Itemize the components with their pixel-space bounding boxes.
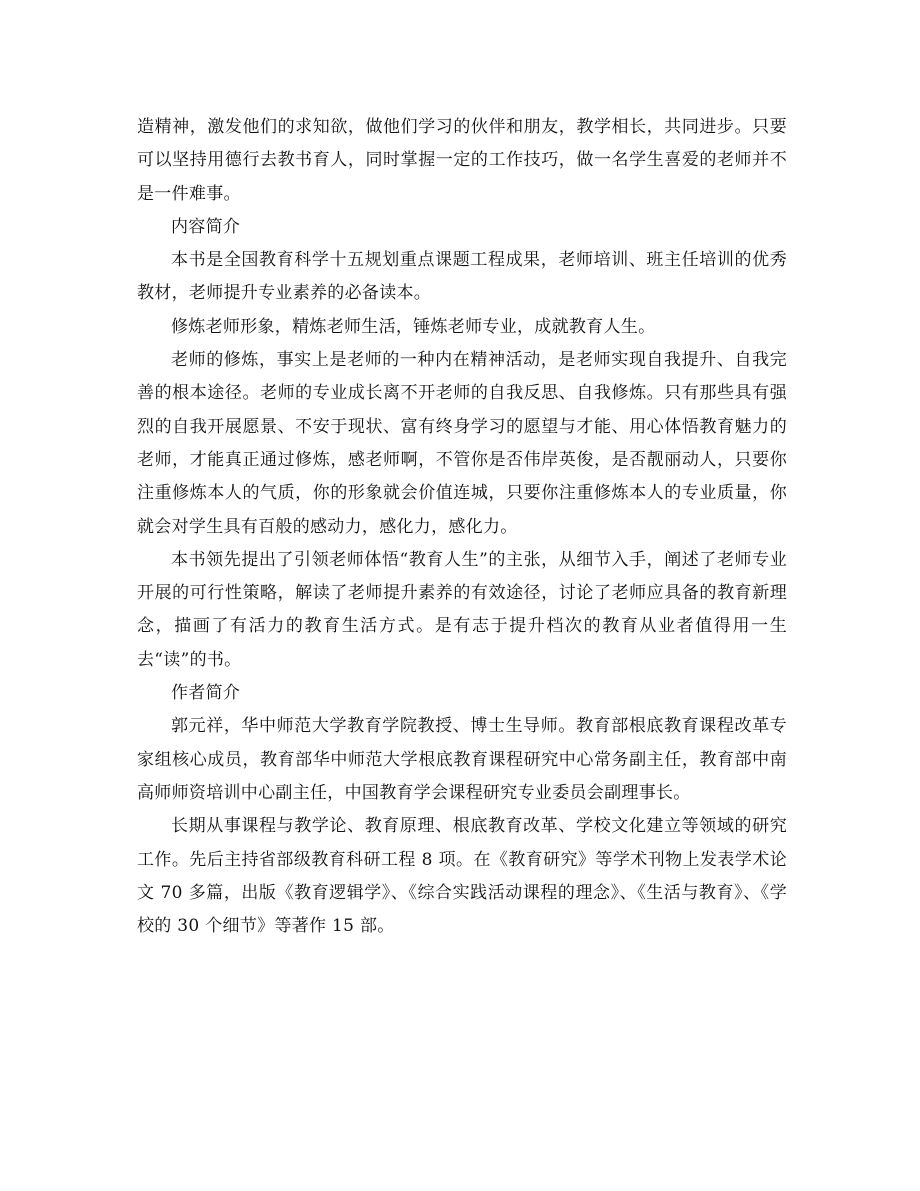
paragraph-author-research: 长期从事课程与教学论、教育原理、根底教育改革、学校文化建立等领域的研究工作。先后主持省部级教育科研工程 8 项。在《教育研究》等学术刊物上发表学术论文 70 多篇，出版《教育逻辑学》、《综合实践活动课程的理念》、《生活与教育》、《学校的 30 个细节》等著作 15 部。	[137, 816, 787, 937]
paragraph-author-bio: 郭元祥，华中师范大学教育学院教授、博士生导师。教育部根底教育课程改革专家组核心成员，教育部华中师范大学根底教育课程研究中心常务副主任，教育部中南高师师资培训中心副主任，中国教育学会课程研究专业委员会副理事长。	[137, 716, 787, 803]
paragraph-book-intro: 本书是全国教育科学十五规划重点课题工程成果，老师培训、班主任培训的优秀教材，老师提升专业素养的必备读本。	[137, 250, 787, 304]
paragraph-continuation: 造精神，激发他们的求知欲，做他们学习的伙伴和朋友，教学相长，共同进步。只要可以坚持用德行去教书育人，同时掌握一定的工作技巧，做一名学生喜爱的老师并不是一件难事。	[137, 117, 787, 204]
section-heading-author-summary: 作者简介	[171, 683, 241, 704]
paragraph-teacher-cultivation: 老师的修炼，事实上是老师的一种内在精神活动，是老师实现自我提升、自我完善的根本途径。老师的专业成长离不开老师的自我反思、自我修炼。只有那些具有强烈的自我开展愿景、不安于现状、富有终身学习的愿望与才能、用心体悟教育魅力的老师，才能真正通过修炼，感老师啊，不管你是否伟岸英俊，是否靓丽动人，只要你注重修炼本人的气质，你的形象就会价值连城，只要你注重修炼本人的专业质量，你就会对学生具有百般的感动力，感化力，感化力。	[137, 350, 787, 537]
paragraph-motto: 修炼老师形象，精炼老师生活，锤炼老师专业，成就教育人生。	[171, 316, 656, 337]
paragraph-book-proposal: 本书领先提出了引领老师体悟“教育人生”的主张，从细节入手，阐述了老师专业开展的可行性策略，解读了老师提升素养的有效途径，讨论了老师应具备的教育新理念，描画了有活力的教育生活方式。是有志于提升档次的教育从业者值得用一生去“读”的书。	[137, 549, 787, 670]
section-heading-content-summary: 内容简介	[171, 216, 241, 237]
document-body	[137, 111, 787, 943]
